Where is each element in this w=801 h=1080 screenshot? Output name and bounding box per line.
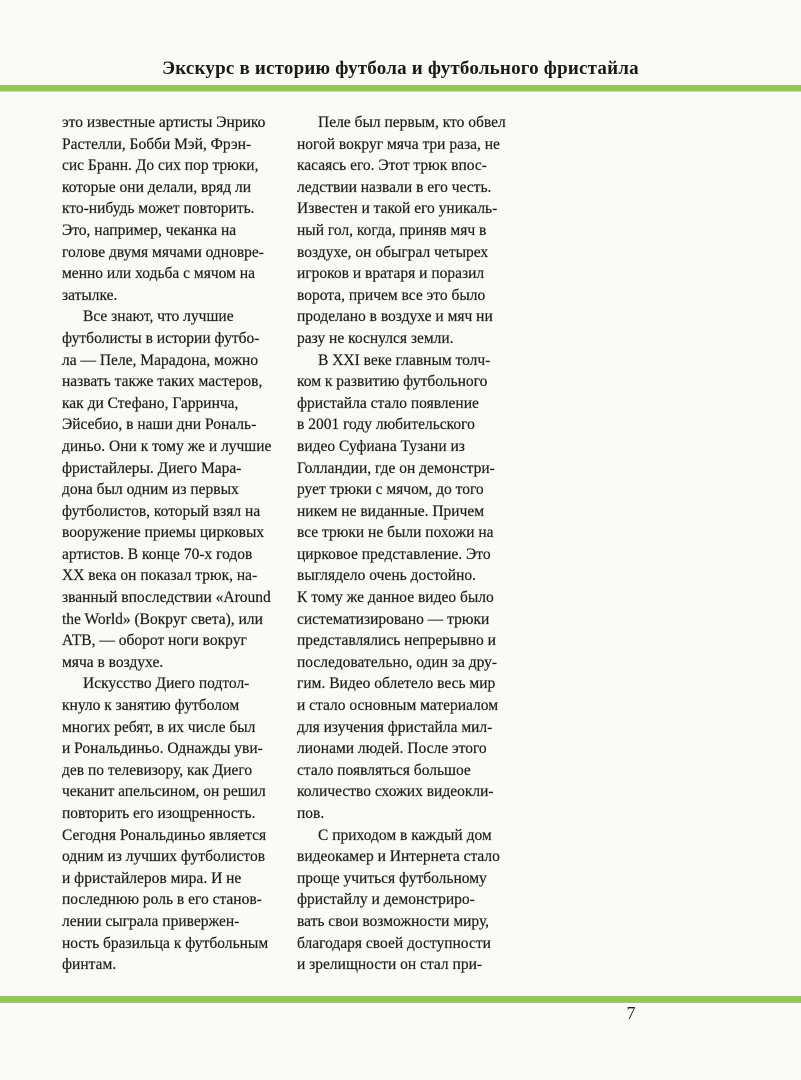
text-line: видеокамер и Интернета стало — [297, 848, 500, 866]
text-line: гим. Видео облетело весь мир — [297, 675, 496, 693]
text-line: назвать также таких мастеров, — [62, 373, 263, 391]
text-line: кнуло к занятию футболом — [62, 697, 240, 715]
text-line: ком к развитию футбольного — [297, 373, 488, 391]
text-line: последнюю роль в его станов- — [62, 891, 262, 909]
text-line: ногой вокруг мяча три раза, не — [297, 135, 500, 153]
text-line: воздухе, он обыграл четырех — [297, 243, 489, 261]
text-line: и стало основным материалом — [297, 697, 499, 715]
text-line: видео Суфиана Тузани из — [297, 437, 465, 455]
text-line: артистов. В конце 70-х годов — [62, 545, 253, 563]
text-line: рует трюки с мячом, до того — [297, 481, 484, 499]
text-line: выглядело очень достойно. — [297, 567, 476, 585]
text-line: чеканит апельсином, он решил — [62, 783, 266, 801]
text-line: диньо. Они к тому же и лучшие — [62, 437, 272, 455]
text-line: все трюки не были похожи на — [297, 524, 494, 542]
text-line: фристайлеры. Диего Мара- — [62, 459, 242, 477]
text-line: кто-нибудь может повторить. — [62, 200, 255, 218]
text-line: the World» (Вокруг света), или — [62, 610, 263, 628]
text-line: Известен и такой его уникаль- — [297, 200, 498, 218]
text-line: затылке. — [62, 286, 118, 304]
text-line: Растелли, Бобби Мэй, Фрэн- — [62, 135, 252, 153]
text-line: проще учиться футбольному — [297, 869, 487, 887]
text-line: вооружение приемы цирковых — [62, 524, 265, 542]
text-column-left — [62, 112, 286, 976]
page-header-title: Экскурс в историю футбола и футбольного фристайла — [162, 58, 639, 79]
text-line: фристайлу и демонстриро- — [297, 891, 475, 909]
text-line: АТВ, — оборот ноги вокруг — [62, 632, 247, 650]
text-line: представлялись непрерывно и — [297, 632, 496, 650]
text-line: дев по телевизору, как Диего — [62, 761, 253, 779]
text-line: Голландии, где он демонстри- — [297, 459, 495, 477]
text-line: систематизировано — трюки — [297, 610, 490, 628]
text-line: как ди Стефано, Гарринча, — [62, 394, 239, 412]
text-line: проделано в воздухе и мяч ни — [297, 308, 493, 326]
text-line: XX века он показал трюк, на- — [62, 567, 258, 585]
text-line: многих ребят, в их числе был — [62, 718, 256, 736]
text-line: ный гол, когда, приняв мяч в — [297, 221, 487, 239]
text-line: сис Бранн. До сих пор трюки, — [62, 157, 259, 175]
text-line: пов. — [297, 805, 325, 822]
text-line: повторить его изощренность. — [62, 805, 256, 822]
text-line: фристайла стало появление — [297, 394, 479, 412]
text-line: стало появляться большое — [297, 761, 471, 779]
text-line: лении сыграла привержен- — [62, 912, 240, 930]
text-line: футболисты в истории футбо- — [62, 329, 260, 347]
text-line: ла — Пеле, Марадона, можно — [62, 351, 259, 369]
text-line: голове двумя мячами одновре- — [62, 243, 264, 261]
header-divider-rule — [0, 85, 801, 91]
text-line: ворота, причем все это было — [297, 286, 486, 304]
text-line: цирковое представление. Это — [297, 545, 491, 563]
page-number: 7 — [626, 1003, 636, 1023]
text-line: мяча в воздухе. — [62, 653, 164, 671]
text-line: вать свои возможности миру, — [297, 912, 490, 930]
text-line: Все знают, что лучшие — [83, 308, 234, 326]
text-line: К тому же данное видео было — [297, 589, 494, 607]
text-line: количество схожих видеокли- — [297, 783, 494, 801]
text-line: званный впоследствии «Around — [62, 589, 271, 607]
text-line: благодаря своей доступности — [297, 934, 491, 952]
text-line: Искусство Диего подтол- — [83, 675, 250, 693]
text-line: касаясь его. Этот трюк впос- — [297, 157, 487, 175]
text-line: ледствии назвали в его честь. — [297, 178, 492, 196]
text-line: футболистов, который взял на — [62, 502, 261, 520]
text-line: разу не коснулся земли. — [297, 329, 454, 347]
text-line: Пеле был первым, кто обвел — [318, 114, 506, 131]
text-line: это известные артисты Энрико — [62, 114, 266, 131]
text-line: в 2001 году любительского — [297, 416, 475, 434]
text-column-right — [297, 112, 525, 976]
text-line: и фристайлеров мира. И не — [62, 869, 242, 887]
text-line: С приходом в каждый дом — [318, 826, 492, 844]
text-line: ность бразильца к футбольным — [62, 934, 269, 952]
text-line: В XXI веке главным толч- — [318, 351, 491, 369]
text-line: дона был одним из первых — [62, 481, 239, 499]
text-line: для изучения фристайла мил- — [297, 718, 493, 736]
text-line: и зрелищности он стал при- — [297, 956, 483, 974]
text-line: менно или ходьба с мячом на — [62, 265, 255, 283]
text-line: игроков и вратаря и поразил — [297, 265, 485, 283]
text-line: финтам. — [62, 956, 117, 974]
text-line: которые они делали, вряд ли — [62, 178, 252, 196]
text-line: и Рональдиньо. Однажды уви- — [62, 740, 263, 758]
text-line: последовательно, один за дру- — [297, 653, 498, 671]
text-line: одним из лучших футболистов — [62, 848, 266, 866]
text-line: Сегодня Рональдиньо является — [62, 826, 267, 844]
text-line: Эйсебио, в наши дни Рональ- — [62, 416, 257, 434]
footer-divider-rule — [0, 996, 801, 1002]
text-line: лионами людей. После этого — [297, 740, 487, 758]
text-line: никем не виданные. Причем — [297, 502, 485, 520]
text-line: Это, например, чеканка на — [62, 221, 237, 239]
